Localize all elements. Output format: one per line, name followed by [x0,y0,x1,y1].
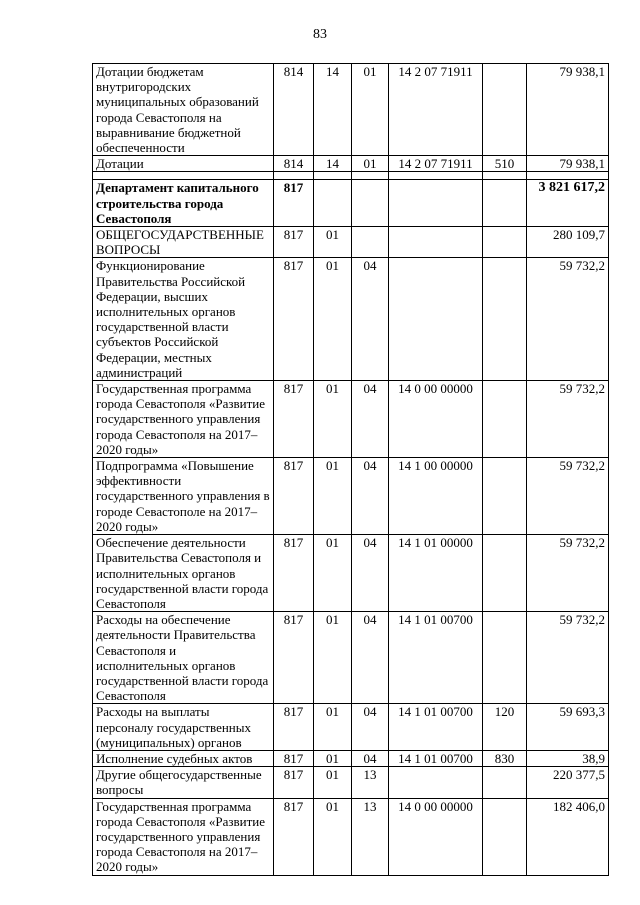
table-row [93,704,609,751]
row-name-cell: Дотации [93,156,274,172]
row-name-cell: ОБЩЕГОСУДАРСТВЕННЫЕ ВОПРОСЫ [93,227,274,258]
expense-type-code-cell [483,612,527,704]
ministry-code-cell: 817 [274,767,314,798]
section-code-cell: 01 [314,612,352,704]
amount-cell: 220 377,5 [527,767,609,798]
target-item-code-cell: 14 2 07 71911 [389,64,483,156]
subsection-code-cell: 04 [352,458,389,535]
row-name-cell: Подпрограмма «Повышение эффективности государственного управления в городе Севастополе на 2017–2020 годы» [93,458,274,535]
ministry-code-cell: 814 [274,156,314,172]
row-name-cell: Другие общегосударственные вопросы [93,767,274,798]
row-name-cell: Расходы на выплаты персоналу государственных (муниципальных) органов [93,704,274,751]
table-row [93,227,609,258]
table-row [93,750,609,766]
gap-cell [274,172,314,180]
amount-cell: 182 406,0 [527,798,609,875]
table-row [93,535,609,612]
row-name-cell: Исполнение судебных актов [93,750,274,766]
row-name-cell: Функционирование Правительства Российской Федерации, высших исполнительных органов государственной власти субъектов Российской Федерации, местных администраций [93,258,274,381]
subsection-code-cell: 01 [352,156,389,172]
target-item-code-cell: 14 1 01 00000 [389,535,483,612]
ministry-code-cell: 814 [274,64,314,156]
page-number: 83 [313,27,327,42]
section-code-cell: 01 [314,798,352,875]
expense-type-code-cell [483,535,527,612]
expense-type-code-cell: 830 [483,750,527,766]
amount-cell: 59 732,2 [527,458,609,535]
amount-cell: 59 732,2 [527,535,609,612]
gap-cell [93,172,274,180]
target-item-code-cell [389,227,483,258]
section-code-cell: 01 [314,750,352,766]
section-code-cell: 01 [314,458,352,535]
gap-cell [352,172,389,180]
amount-cell: 38,9 [527,750,609,766]
expense-type-code-cell [483,180,527,227]
gap-cell [527,172,609,180]
ministry-code-cell: 817 [274,750,314,766]
target-item-code-cell [389,258,483,381]
section-code-cell: 01 [314,767,352,798]
table-row [93,458,609,535]
table-row [93,156,609,172]
ministry-code-cell: 817 [274,535,314,612]
expense-type-code-cell: 120 [483,704,527,751]
subsection-code-cell: 04 [352,704,389,751]
subsection-code-cell: 04 [352,535,389,612]
subsection-code-cell [352,227,389,258]
table-row [93,381,609,458]
ministry-code-cell: 817 [274,258,314,381]
target-item-code-cell: 14 0 00 00000 [389,381,483,458]
gap-cell [483,172,527,180]
amount-cell: 280 109,7 [527,227,609,258]
section-code-cell [314,180,352,227]
table-row [93,767,609,798]
subsection-code-cell: 04 [352,381,389,458]
subsection-code-cell: 13 [352,767,389,798]
ministry-code-cell: 817 [274,180,314,227]
gap-cell [389,172,483,180]
amount-cell: 59 732,2 [527,381,609,458]
target-item-code-cell: 14 1 01 00700 [389,750,483,766]
section-code-cell: 01 [314,227,352,258]
ministry-code-cell: 817 [274,798,314,875]
table-row [93,258,609,381]
ministry-code-cell: 817 [274,458,314,535]
ministry-code-cell: 817 [274,381,314,458]
amount-cell: 3 821 617,2 [527,180,609,227]
target-item-code-cell [389,767,483,798]
ministry-code-cell: 817 [274,612,314,704]
target-item-code-cell: 14 0 00 00000 [389,798,483,875]
subsection-code-cell: 04 [352,258,389,381]
subsection-code-cell: 04 [352,612,389,704]
expense-type-code-cell [483,767,527,798]
subsection-code-cell: 13 [352,798,389,875]
row-name-cell: Государственная программа города Севастополя «Развитие государственного управления города Севастополя на 2017–2020 годы» [93,798,274,875]
subsection-code-cell: 01 [352,64,389,156]
row-name-cell: Дотации бюджетам внутригородских муниципальных образований города Севастополя на выравнивание бюджетной обеспеченности [93,64,274,156]
gap-cell [314,172,352,180]
amount-cell: 59 732,2 [527,258,609,381]
expense-type-code-cell [483,227,527,258]
expense-type-code-cell [483,798,527,875]
table-row [93,798,609,875]
target-item-code-cell: 14 2 07 71911 [389,156,483,172]
section-code-cell: 01 [314,704,352,751]
table-row [93,612,609,704]
expense-type-code-cell [483,64,527,156]
row-name-cell: Государственная программа города Севастополя «Развитие государственного управления города Севастополя на 2017–2020 годы» [93,381,274,458]
target-item-code-cell: 14 1 00 00000 [389,458,483,535]
budget-table-body [93,64,609,876]
budget-table [92,63,609,876]
amount-cell: 79 938,1 [527,156,609,172]
target-item-code-cell: 14 1 01 00700 [389,704,483,751]
expense-type-code-cell [483,381,527,458]
section-code-cell: 14 [314,64,352,156]
amount-cell: 79 938,1 [527,64,609,156]
table-row [93,64,609,156]
table-row [93,180,609,227]
row-name-cell: Департамент капитального строительства города Севастополя [93,180,274,227]
table-gap-row [93,172,609,180]
expense-type-code-cell: 510 [483,156,527,172]
target-item-code-cell: 14 1 01 00700 [389,612,483,704]
row-name-cell: Расходы на обеспечение деятельности Правительства Севастополя и исполнительных органов государственной власти города Севастополя [93,612,274,704]
target-item-code-cell [389,180,483,227]
section-code-cell: 01 [314,381,352,458]
amount-cell: 59 732,2 [527,612,609,704]
section-code-cell: 01 [314,535,352,612]
subsection-code-cell [352,180,389,227]
section-code-cell: 14 [314,156,352,172]
expense-type-code-cell [483,258,527,381]
row-name-cell: Обеспечение деятельности Правительства Севастополя и исполнительных органов государственной власти города Севастополя [93,535,274,612]
ministry-code-cell: 817 [274,704,314,751]
ministry-code-cell: 817 [274,227,314,258]
amount-cell: 59 693,3 [527,704,609,751]
expense-type-code-cell [483,458,527,535]
section-code-cell: 01 [314,258,352,381]
subsection-code-cell: 04 [352,750,389,766]
